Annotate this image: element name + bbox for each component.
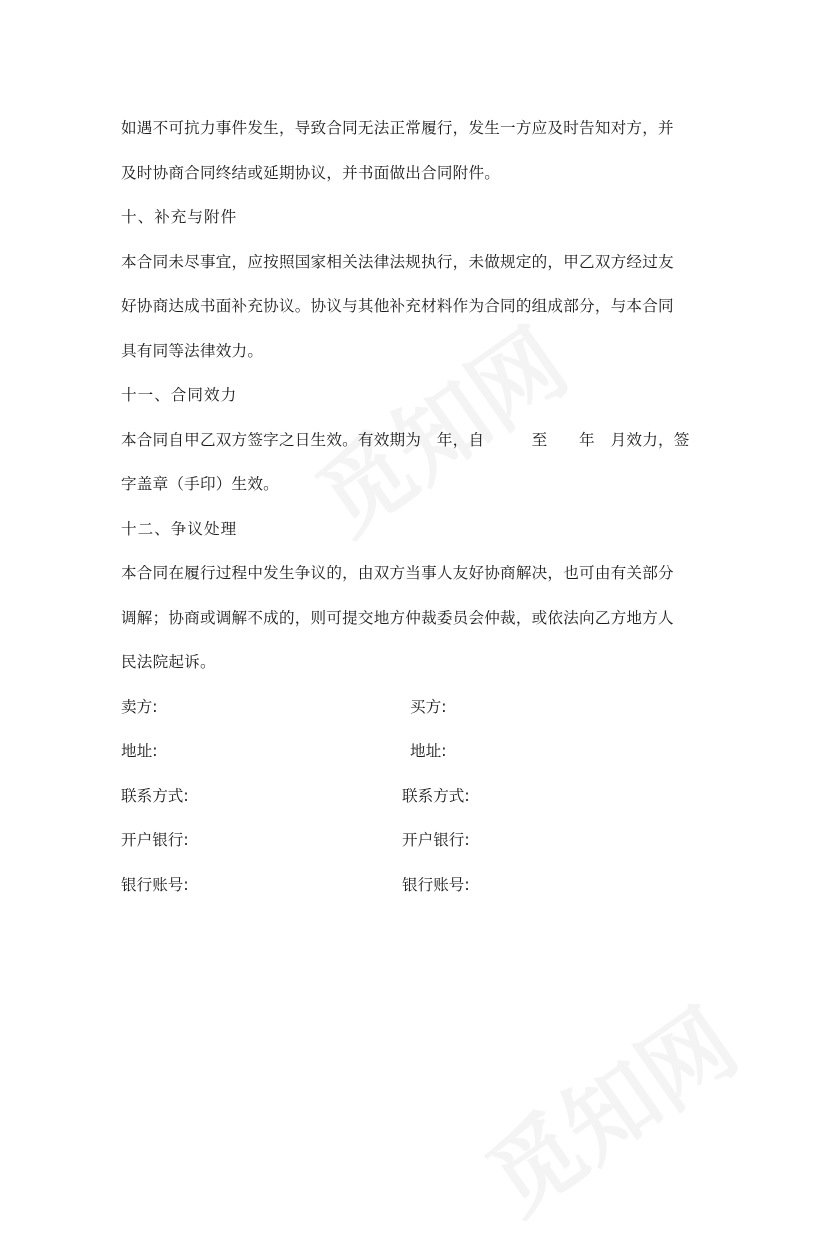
paragraph-line: 字盖章（手印）生效。 xyxy=(121,475,279,493)
signature-row-address xyxy=(121,729,713,774)
paragraph-line: 好协商达成书面补充协议。协议与其他补充材料作为合同的组成部分，与本合同 xyxy=(121,297,674,315)
paragraph-line: 民法院起诉。 xyxy=(121,653,216,671)
signature-row-bank xyxy=(121,818,713,863)
buyer-account-label: 银行账号: xyxy=(402,875,470,894)
signature-row-contact xyxy=(121,774,713,819)
paragraph-line: 本合同在履行过程中发生争议的，由双方当事人友好协商解决，也可由有关部分 xyxy=(121,564,674,582)
buyer-label: 买方: xyxy=(410,697,447,716)
section-heading-dispute: 十二、争议处理 xyxy=(121,519,238,538)
seller-label: 卖方: xyxy=(121,697,158,716)
buyer-bank-label: 开户银行: xyxy=(402,831,470,849)
paragraph-line: 及时协商合同终结或延期协议，并书面做出合同附件。 xyxy=(121,163,501,182)
paragraph-line: 本合同自甲乙双方签字之日生效。有效期为 年，自 至 年 月效力，签 xyxy=(121,430,690,449)
paragraph-line: 调解；协商或调解不成的，则可提交地方仲裁委员会仲裁，或依法向乙方地方人 xyxy=(121,608,674,627)
seller-account-label: 银行账号: xyxy=(121,875,189,894)
signature-row-account xyxy=(121,863,713,908)
watermark-logo xyxy=(457,973,759,1239)
buyer-address-label: 地址: xyxy=(410,742,447,760)
seller-address-label: 地址: xyxy=(121,742,158,760)
signature-row-party xyxy=(121,685,713,730)
section-heading-validity: 十一、合同效力 xyxy=(121,386,238,404)
seller-bank-label: 开户银行: xyxy=(121,831,189,849)
buyer-contact-label: 联系方式: xyxy=(402,786,470,805)
document-body xyxy=(121,106,713,907)
section-heading-supplement: 十、补充与附件 xyxy=(121,208,238,226)
paragraph-line: 本合同未尽事宜，应按照国家相关法律法规执行，未做规定的，甲乙双方经过友 xyxy=(121,252,674,271)
seller-contact-label: 联系方式: xyxy=(121,786,189,805)
paragraph-line: 如遇不可抗力事件发生，导致合同无法正常履行，发生一方应及时告知对方，并 xyxy=(121,119,674,137)
paragraph-line: 具有同等法律效力。 xyxy=(121,341,264,360)
